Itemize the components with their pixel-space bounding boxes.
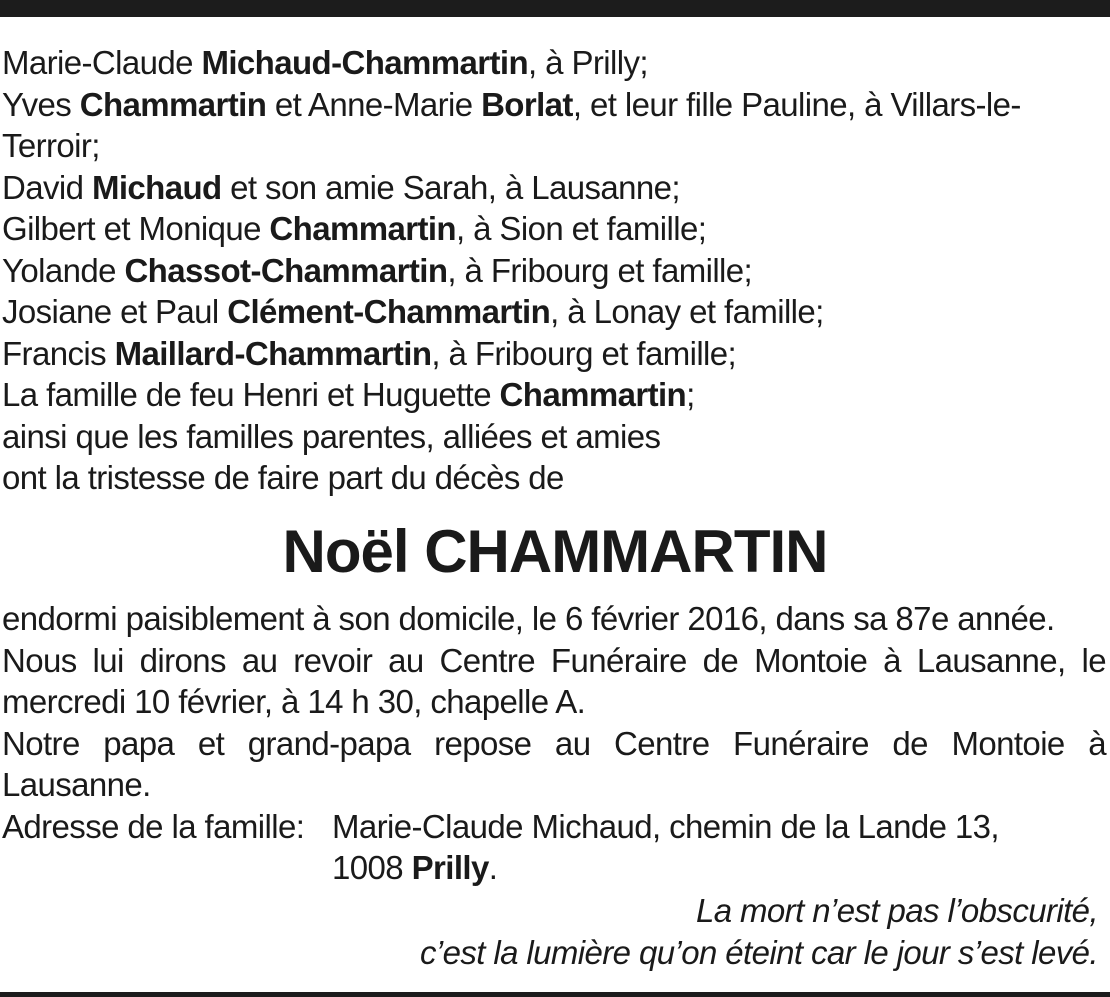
quote-line: c’est la lumière qu’on éteint car le jour s’est levé. [419, 933, 1098, 971]
family-address [2, 806, 1106, 848]
family-line: David Michaud et son amie Sarah, à Lausanne; [2, 168, 680, 206]
family-line: Francis Maillard-Chammartin, à Fribourg et famille; [2, 334, 737, 372]
bottom-rule [0, 992, 1110, 997]
rest-place-info: Notre papa et grand-papa repose au Centre Funéraire de Montoie à Lausanne. [2, 724, 1106, 803]
family-line: Yves Chammartin et Anne-Marie Borlat, et leur fille Pauline, à Villars-le-Terroir; [2, 85, 1021, 164]
announcement-body [2, 598, 1106, 889]
death-statement: endormi paisiblement à son domicile, le 6 février 2016, dans sa 87e année. [2, 600, 1055, 637]
quote-line: La mort n’est pas l’obscurité, [695, 892, 1098, 929]
address-label: Adresse de la famille: [2, 807, 305, 845]
family-line: La famille de feu Henri et Huguette Chammartin; [2, 376, 695, 413]
address-city: Prilly [411, 849, 489, 886]
family-line: Gilbert et Monique Chammartin, à Sion et famille; [2, 210, 707, 247]
address-city-line: 1008 Prilly. [332, 849, 498, 886]
family-line: Josiane et Paul Clément-Chammartin, à Lonay et famille; [2, 293, 824, 330]
family-line: Marie-Claude Michaud-Chammartin, à Prilly; [2, 44, 648, 81]
address-street: Marie-Claude Michaud, chemin de la Lande 13, [332, 807, 1000, 845]
family-line: Yolande Chassot-Chammartin, à Fribourg et famille; [2, 251, 753, 289]
top-rule [0, 0, 1110, 17]
family-line: ainsi que les familles parentes, alliées et amies [2, 417, 661, 455]
family-list [2, 42, 1106, 499]
memorial-quote [420, 890, 1098, 973]
ceremony-info: Nous lui dirons au revoir au Centre Funéraire de Montoie à Lausanne, le mercredi 10 février, à 14 h 30, chapelle A. [2, 641, 1106, 720]
deceased-name: Noël CHAMMARTIN [282, 518, 828, 585]
family-line: ont la tristesse de faire part du décès de [2, 459, 564, 496]
